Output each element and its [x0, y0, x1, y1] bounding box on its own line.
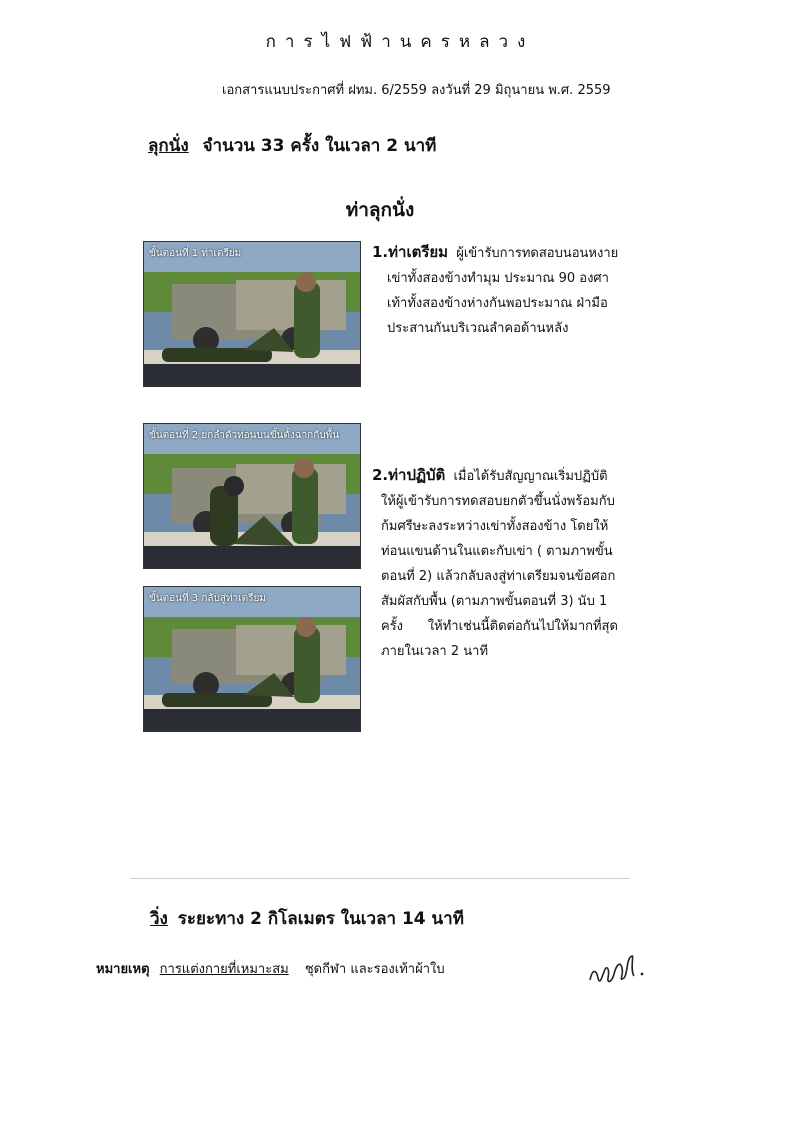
step2-label: 2.ท่าปฏิบัติ: [372, 466, 446, 484]
step1-label: 1.ท่าเตรียม: [372, 243, 449, 261]
step2-photo-caption: ขั้นตอนที่ 2 ยกลำตัวท่อนบนขึ้นตั้งฉากกับพื้น: [149, 430, 340, 441]
note-attire: ชุดกีฬา และรองเท้าผ้าใบ: [304, 962, 445, 977]
signature: [586, 946, 646, 994]
step2-line: เมื่อได้รับสัญญาณเริ่มปฏิบัติ: [453, 469, 608, 484]
step2-line: ท่อนแขนด้านในแตะกับเข่า ( ตามภาพขั้น: [381, 544, 613, 559]
situp-heading: [148, 132, 436, 159]
situp-heading-label: ลุกนั่ง: [148, 136, 189, 156]
step2-line: ภายในเวลา 2 นาที: [381, 644, 489, 659]
run-heading-requirement: ระยะทาง 2 กิโลเมตร ในเวลา 14 นาที: [177, 909, 464, 929]
step1-line: เท้าทั้งสองข้างห่างกันพอประมาณ ฝ่ามือ: [387, 296, 608, 311]
run-heading: [150, 905, 464, 932]
step2-line: สัมผัสกับพื้น (ตามภาพขั้นตอนที่ 3) นับ 1: [381, 594, 608, 609]
step1-photo: [143, 241, 361, 387]
note: [96, 958, 445, 979]
step2-line: ให้ผู้เข้ารับการทดสอบยกตัวขึ้นนั่งพร้อมกับ: [381, 494, 615, 509]
note-label: หมายเหตุ: [96, 962, 150, 977]
step2-line: ก้มศรีษะลงระหว่างเข่าทั้งสองข้าง โดยให้: [381, 519, 609, 534]
step2-line: ครั้ง ให้ทำเช่นนี้ติดต่อกันไปให้มากที่สุด: [381, 619, 618, 634]
situp-subtitle: ท่าลุกนั่ง: [345, 199, 415, 221]
step1-description: [372, 240, 652, 341]
section-divider: [130, 878, 630, 879]
step1-line: ผู้เข้ารับการทดสอบนอนหงาย: [456, 246, 619, 261]
document-reference: เอกสารแนบประกาศที่ ฝทม. 6/2559 ลงวันที่ 29 มิถุนายน พ.ศ. 2559: [222, 83, 611, 98]
step1-photo-caption: ขั้นตอนที่ 1 ท่าเตรียม: [149, 248, 242, 259]
step1-line: เข่าทั้งสองข้างทำมุม ประมาณ 90 องศา: [387, 271, 609, 286]
situp-heading-requirement: จำนวน 33 ครั้ง ในเวลา 2 นาที: [202, 136, 437, 156]
step2-line: ตอนที่ 2) แล้วกลับลงสู่ท่าเตรียมจนข้อศอก: [381, 569, 616, 584]
run-heading-label: วิ่ง: [150, 909, 168, 929]
step3-photo-caption: ขั้นตอนที่ 3 กลับสู่ท่าเตรียม: [149, 593, 266, 604]
step3-photo: [143, 586, 361, 732]
step2-photo: [143, 423, 361, 569]
step1-line: ประสานกันบริเวณลำคอด้านหลัง: [387, 321, 569, 336]
note-dress-code: การแต่งกายที่เหมาะสม: [159, 962, 289, 977]
step2-description: [372, 463, 652, 664]
organization-title: การไฟฟ้านครหลวง: [265, 32, 535, 52]
